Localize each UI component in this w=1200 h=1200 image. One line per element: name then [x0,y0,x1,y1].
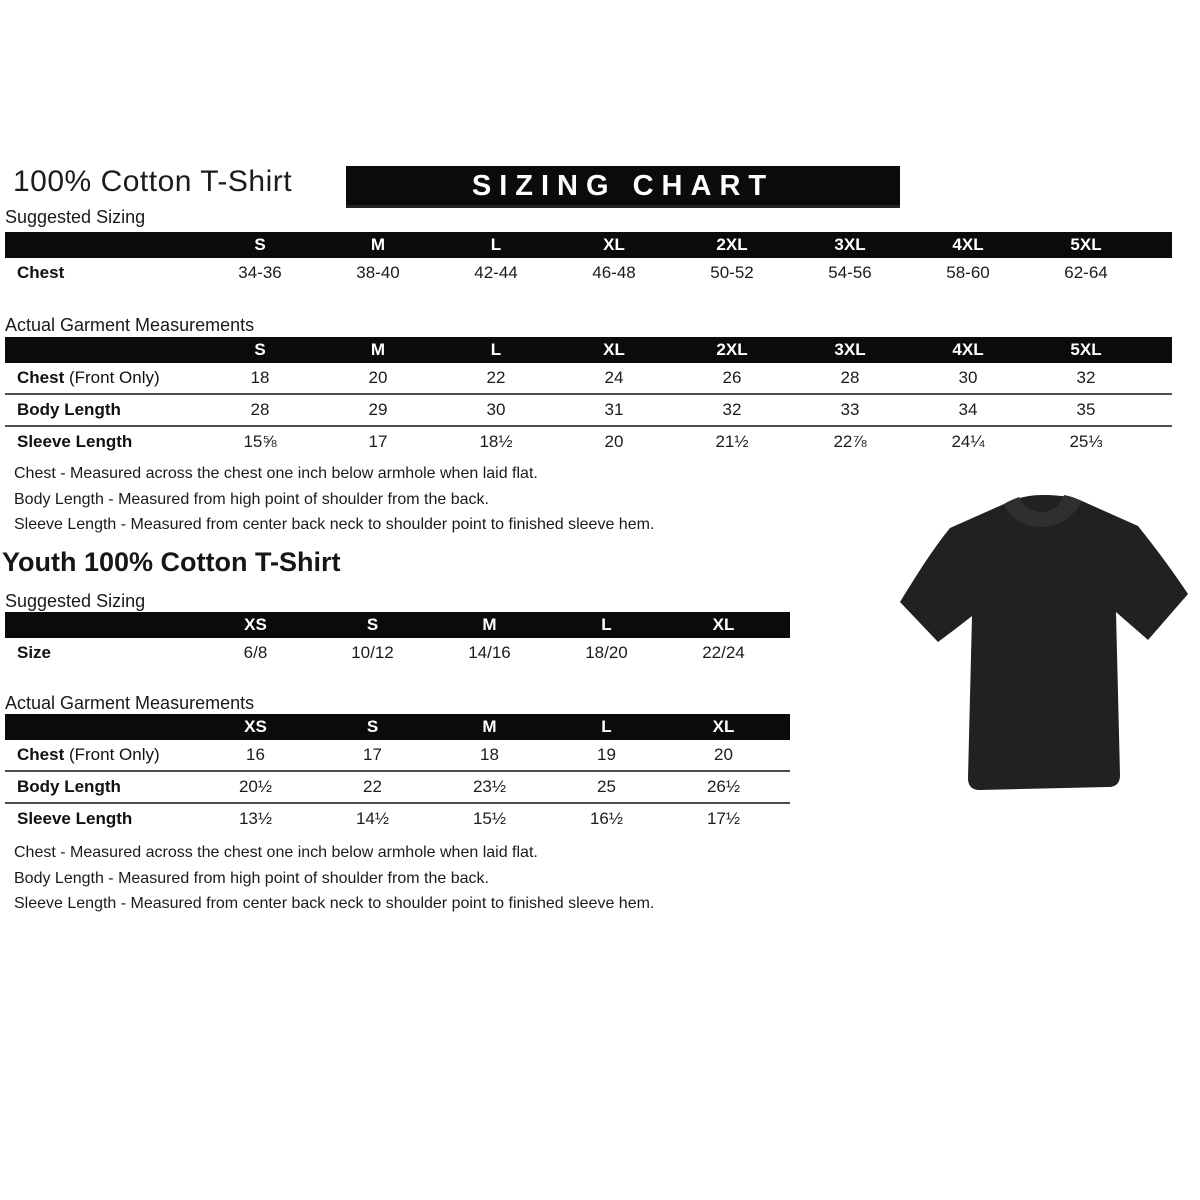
measurement-row [5,363,1172,393]
size-column-header: L [490,235,502,254]
measurement-row [5,638,790,668]
size-header-row [5,232,1172,258]
measurement-value: 25 [597,777,616,796]
size-column-header: XL [603,340,625,359]
size-column-header: XL [712,615,735,634]
measurement-value: 15½ [472,809,507,828]
size-column-header: XS [244,615,267,634]
tshirt-body [900,495,1188,790]
measurement-value: 38-40 [356,263,400,282]
youth-suggested-sizing-table [5,612,790,668]
size-column-header: L [601,717,612,736]
row-label: Sleeve Length [17,809,133,828]
size-column-header: XL [712,717,735,736]
measurement-value: 42-44 [474,263,518,282]
measurement-value: 31 [604,400,624,419]
measurement-value: 25⅓ [1069,432,1103,451]
measurement-value: 62-64 [1064,263,1108,282]
note-line: Body Length - Measured from high point of shoulder from the back. [14,869,489,887]
measurement-value: 26½ [706,777,741,796]
measurement-row [5,393,1172,425]
youth-suggested-sizing-label: Suggested Sizing [5,591,146,611]
row-label: Sleeve Length [17,432,133,451]
measurement-value: 32 [722,400,742,419]
measurement-value: 24 [604,368,624,387]
size-column-header: 4XL [952,235,984,254]
measurement-value: 18/20 [585,643,628,662]
measurement-value: 16 [246,745,265,764]
size-column-header: S [254,235,266,254]
measurement-value: 54-56 [828,263,872,282]
measurement-value: 22 [486,368,506,387]
measurement-value: 20 [604,432,624,451]
youth-garment-measurements-table [5,714,790,834]
size-column-header: 2XL [716,235,748,254]
row-label: Chest (Front Only) [17,368,160,387]
measurement-value: 17 [368,432,388,451]
youth-section-title: Youth 100% Cotton T-Shirt [2,547,341,577]
measurement-value: 19 [597,745,616,764]
size-column-header: S [366,717,379,736]
size-header-row [5,714,790,740]
measurement-value: 10/12 [351,643,394,662]
measurement-value: 26 [722,368,742,387]
measurement-value: 13½ [238,809,273,828]
measurement-value: 24¼ [951,432,985,451]
row-label: Chest (Front Only) [17,745,160,764]
black-tshirt-image [892,490,1197,805]
measurement-value: 22 [363,777,382,796]
note-line: Sleeve Length - Measured from center back neck to shoulder point to finished sleeve hem. [14,895,655,912]
measurement-value: 35 [1076,400,1096,419]
row-label: Chest [17,263,65,282]
adult-garment-measurements-table [5,337,1172,457]
row-label: Size [17,643,52,662]
measurement-value: 28 [250,400,270,419]
measurement-value: 14/16 [468,643,511,662]
measurement-value: 15⅝ [243,432,277,451]
measurement-value: 58-60 [946,263,990,282]
measurement-value: 6/8 [243,643,268,662]
size-column-header: M [482,615,497,634]
page-title: 100% Cotton T-Shirt [13,165,293,198]
size-column-header: S [366,615,379,634]
sizing-chart-banner: SIZING CHART [346,166,900,208]
size-column-header: 3XL [834,235,866,254]
measurement-row [5,258,1172,288]
measurement-value: 20 [714,745,733,764]
youth-measurement-notes [14,840,654,917]
row-label: Body Length [17,400,121,419]
measurement-value: 32 [1076,368,1096,387]
size-column-header: 3XL [834,340,866,359]
note-line: Body Length - Measured from high point of shoulder from the back. [14,490,489,508]
measurement-value: 20½ [238,777,273,796]
size-column-header: 5XL [1070,340,1102,359]
measurement-value: 34-36 [238,263,282,282]
measurement-value: 18 [250,368,270,387]
measurement-value: 18 [480,745,499,764]
measurement-value: 22/24 [702,643,745,662]
youth-actual-measurements-label: Actual Garment Measurements [5,693,255,713]
note-line: Chest - Measured across the chest one inch below armhole when laid flat. [14,844,538,861]
measurement-row [5,425,1172,457]
measurement-value: 30 [958,368,978,387]
size-column-header: 2XL [716,340,748,359]
measurement-value: 14½ [355,809,390,828]
measurement-value: 30 [486,400,506,419]
measurement-value: 50-52 [710,263,754,282]
adult-suggested-sizing-table [5,232,1172,288]
measurement-value: 16½ [589,809,624,828]
size-header-row [5,612,790,638]
measurement-value: 20 [368,368,388,387]
adult-actual-measurements-label: Actual Garment Measurements [5,315,255,335]
measurement-value: 22⅞ [833,432,867,451]
size-column-header: XS [244,717,267,736]
measurement-value: 17 [363,745,382,764]
note-line: Chest - Measured across the chest one inch below armhole when laid flat. [14,465,538,482]
size-column-header: M [482,717,497,736]
measurement-value: 34 [958,400,978,419]
size-column-header: M [370,340,386,359]
measurement-row [5,802,790,834]
measurement-value: 46-48 [592,263,636,282]
measurement-value: 28 [840,368,860,387]
size-column-header: S [254,340,266,359]
size-column-header: L [601,615,612,634]
size-column-header: 5XL [1070,235,1102,254]
adult-suggested-sizing-label: Suggested Sizing [5,207,146,227]
adult-measurement-notes [14,461,654,538]
measurement-value: 17½ [706,809,741,828]
size-column-header: XL [603,235,625,254]
measurement-value: 29 [368,400,388,419]
size-header-row [5,337,1172,363]
row-label: Body Length [17,777,121,796]
measurement-value: 23½ [472,777,507,796]
size-column-header: L [490,340,502,359]
size-column-header: M [370,235,386,254]
measurement-row [5,770,790,802]
measurement-row [5,740,790,770]
measurement-value: 21½ [715,432,749,451]
note-line: Sleeve Length - Measured from center back neck to shoulder point to finished sleeve hem. [14,516,655,533]
measurement-value: 18½ [479,432,513,451]
measurement-value: 33 [840,400,860,419]
size-column-header: 4XL [952,340,984,359]
